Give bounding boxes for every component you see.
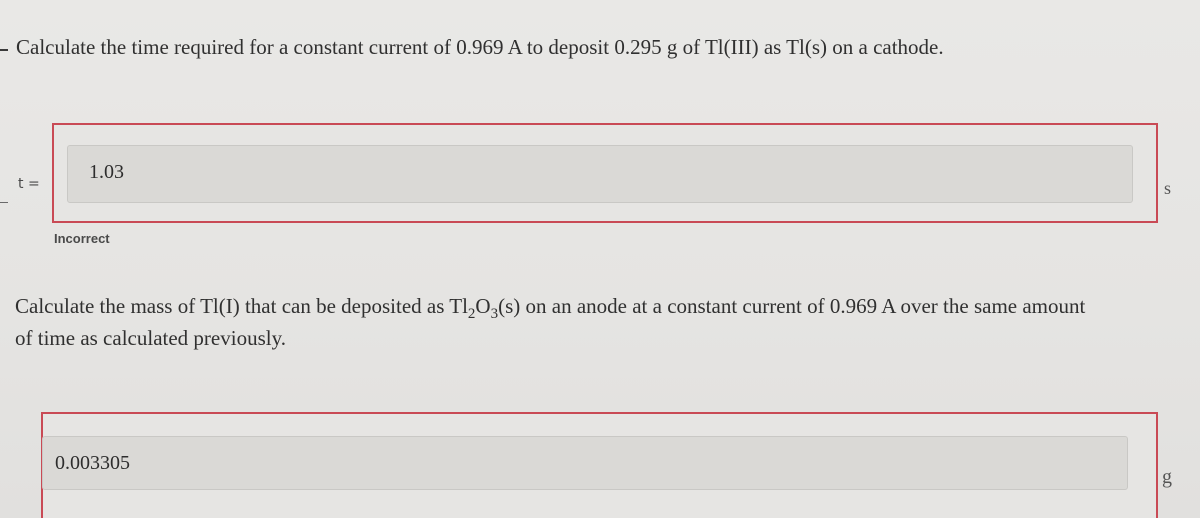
question-2-prompt-line-1 [15, 291, 1085, 321]
subscript-2: 2 [467, 306, 476, 322]
answer-1-unit: s [1164, 178, 1172, 198]
side-marker [0, 198, 8, 203]
answer-1-variable-label [18, 176, 40, 192]
question-2-text-part-3: (s) on an anode at a constant current of 0.969 A over the same amount [498, 294, 1086, 318]
answer-2-unit: g [1162, 466, 1172, 488]
collapse-marker [0, 43, 8, 51]
question-2-text-part-2: O [475, 294, 491, 318]
answer-1-feedback: Incorrect [54, 231, 110, 246]
answer-2-input[interactable]: 0.003305 [42, 436, 1128, 490]
question-2-prompt-line-2: of time as calculated previously. [15, 326, 286, 350]
subscript-3: 3 [490, 306, 499, 322]
question-1-prompt: Calculate the time required for a constant current of 0.969 A to deposit 0.295 g of Tl(III) as Tl(s) on a cathode. [16, 35, 944, 59]
question-2-text-part-1: Calculate the mass of Tl(I) that can be deposited as Tl [15, 294, 468, 318]
variable-t-label: t = [18, 176, 40, 192]
answer-1-input[interactable]: 1.03 [67, 145, 1133, 203]
